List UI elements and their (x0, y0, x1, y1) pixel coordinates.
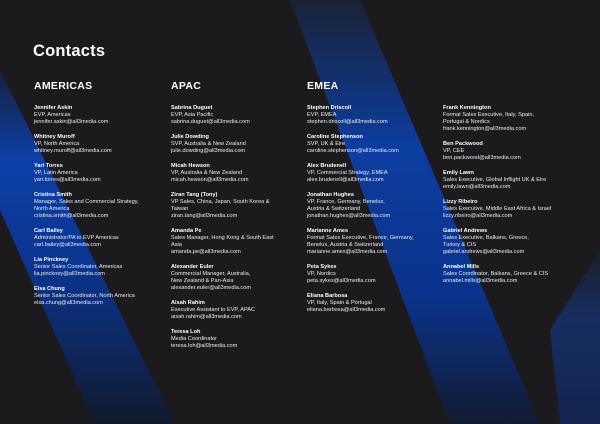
contact-email[interactable]: stephen.driscoll@all3media.com (307, 119, 388, 125)
contact-email[interactable]: teresa.loh@all3media.com (171, 343, 238, 349)
contact-role: Taiwan (171, 206, 189, 212)
contact-email[interactable]: emily.lawn@all3media.com (443, 184, 511, 190)
contact-name: Aisah Rahim (171, 300, 205, 306)
contact-email[interactable]: lia.pinckney@all3media.com (34, 271, 105, 277)
contact-email[interactable]: cristina.smith@all3media.com (34, 213, 109, 219)
contact-email[interactable]: jennifer.askin@all3media.com (34, 119, 109, 125)
contact-name: Alexander Euler (171, 264, 214, 270)
contact-card (443, 141, 583, 162)
contact-role: VP, Commercial Strategy, EMEA (307, 170, 388, 176)
contact-role: VP, Nordics (307, 271, 336, 277)
contact-email[interactable]: alexander.euler@all3media.com (171, 285, 251, 291)
contact-name: Caroline Stephenson (307, 134, 363, 140)
contact-role: Asia (171, 242, 182, 248)
contact-email[interactable]: micah.hewson@all3media.com (171, 177, 249, 183)
contact-role: Format Sales Executive, Italy, Spain, (443, 112, 534, 118)
contact-role: Format Sales Executive, France, Germany, (307, 235, 414, 241)
contact-role: VP, Italy, Spain & Portugal (307, 300, 372, 306)
column-emea-continued (443, 80, 583, 293)
page-title: Contacts (33, 42, 106, 60)
contact-name: Stephen Driscoll (307, 105, 352, 111)
contact-role: Media Coordinator (171, 336, 218, 342)
contact-card (443, 105, 583, 133)
contact-role: VP, Latin America (34, 170, 78, 176)
contact-name: Cristina Smith (34, 192, 72, 198)
contact-email[interactable]: elsa.chung@all3media.com (34, 300, 103, 306)
contact-email[interactable]: ben.packwood@all3media.com (443, 155, 521, 161)
contact-name: Julie Dowding (171, 134, 209, 140)
contact-role: Administrator/PA to EVP Americas (34, 235, 119, 241)
contact-card (171, 228, 311, 256)
contact-name: Ben Packwood (443, 141, 483, 147)
contact-name: Micah Hewson (171, 163, 210, 169)
contact-role: Portugal & Nordics (443, 119, 490, 125)
contact-email[interactable]: sabrina.duguet@all3media.com (171, 119, 250, 125)
contact-role: Commercial Manager, Australia, (171, 271, 251, 277)
contact-email[interactable]: julie.dowding@all3media.com (171, 148, 246, 154)
contact-role: Sales Executive, Global Inflight UK & Eire (443, 177, 547, 183)
contact-card (171, 300, 311, 321)
contact-email[interactable]: annabel.mills@all3media.com (443, 278, 518, 284)
contact-name: Alex Brudenell (307, 163, 347, 169)
contact-email[interactable]: yari.torres@all3media.com (34, 177, 101, 183)
contact-role: VP, Australia & New Zealand (171, 170, 243, 176)
contact-card (307, 293, 447, 314)
contact-email[interactable]: aisah.rahim@all3media.com (171, 314, 242, 320)
contact-card (34, 134, 174, 155)
contact-email[interactable]: eliana.barbosa@all3media.com (307, 307, 386, 313)
column-apac (171, 80, 311, 358)
contact-name: Lia Pinckney (34, 257, 69, 263)
contact-name: Annabel Mills (443, 264, 480, 270)
contact-card (307, 264, 447, 285)
contact-name: Lizzy Ribeiro (443, 199, 478, 205)
contact-name: Amanda Pe (171, 228, 202, 234)
contact-name: Marianne Ames (307, 228, 349, 234)
contact-name: Elsa Chung (34, 286, 65, 292)
contact-name: Sabrina Duguet (171, 105, 213, 111)
contact-card (171, 134, 311, 155)
contact-card (307, 134, 447, 155)
contact-card (171, 264, 311, 292)
contact-role: VP, France, Germany, Benelux, (307, 199, 385, 205)
contact-name: Gabriel Andrews (443, 228, 488, 234)
contact-card (171, 192, 311, 220)
contact-card (34, 228, 174, 249)
contact-name: Emily Lawn (443, 170, 474, 176)
contact-name: Teresa Loh (171, 329, 201, 335)
region-heading-emea: EMEA (307, 80, 339, 92)
contact-card (34, 192, 174, 220)
contact-name: Frank Kennington (443, 105, 491, 111)
contact-role: North America (34, 206, 70, 212)
contact-name: Jonathan Hughes (307, 192, 354, 198)
region-heading-americas: AMERICAS (34, 80, 93, 92)
contact-card (34, 105, 174, 126)
contact-role: Sales Coordinator, Balkans, Greece & CIS (443, 271, 549, 277)
contact-email[interactable]: amanda.pe@all3media.com (171, 249, 241, 255)
contact-role: New Zealand & Pan-Asia (171, 278, 234, 284)
contact-name: Yari Torres (34, 163, 63, 169)
contact-card (443, 199, 583, 220)
contact-card (171, 329, 311, 350)
contact-card (34, 286, 174, 307)
contact-email[interactable]: lizzy.ribeiro@all3media.com (443, 213, 513, 219)
contact-name: Ziran Tang (Tony) (171, 192, 218, 198)
contact-name: Whitney Muroff (34, 134, 75, 140)
contact-card (443, 170, 583, 191)
region-heading-spacer (443, 80, 583, 92)
contact-email[interactable]: marianne.ames@all3media.com (307, 249, 388, 255)
contact-name: Peta Sykes (307, 264, 337, 270)
contact-email[interactable]: caroline.stephenson@all3media.com (307, 148, 399, 154)
contact-role: VP, North America (34, 141, 80, 147)
contact-role: Sales Manager, Hong Kong & South East (171, 235, 274, 241)
contact-email[interactable]: carl.bailey@all3media.com (34, 242, 101, 248)
contact-role: SVP, Australia & New Zealand (171, 141, 246, 147)
contact-card (171, 105, 311, 126)
contact-email[interactable]: peta.sykes@all3media.com (307, 278, 376, 284)
contact-email[interactable]: frank.kennington@all3media.com (443, 126, 527, 132)
contact-card (171, 163, 311, 184)
contact-card (307, 163, 447, 184)
contact-role: EVP, EMEA (307, 112, 337, 118)
contact-email[interactable]: ziran.tang@all3media.com (171, 213, 238, 219)
contact-role: EVP, Americas (34, 112, 71, 118)
contact-role: Austria & Switzerland (307, 206, 361, 212)
region-heading-apac: APAC (171, 80, 202, 92)
contact-card (307, 192, 447, 220)
contact-role: VP, CEE (443, 148, 465, 154)
contact-role: Senior Sales Coordinator, Americas (34, 264, 123, 270)
contact-card (443, 228, 583, 256)
contact-card (34, 163, 174, 184)
contact-email[interactable]: alex.brudenell@all3media.com (307, 177, 384, 183)
contact-role: Sales Executive, Middle East Africa & Israel (443, 206, 552, 212)
contact-role: Senior Sales Coordinator, North America (34, 293, 135, 299)
contact-card (34, 257, 174, 278)
contact-role: EVP, Asia Pacific (171, 112, 214, 118)
contact-card (443, 264, 583, 285)
contact-role: VP Sales, China, Japan, South Korea & (171, 199, 270, 205)
contact-role: Sales Executive, Balkans, Greece, (443, 235, 529, 241)
contact-email[interactable]: gabriel.andrews@all3media.com (443, 249, 525, 255)
contact-name: Carl Bailey (34, 228, 63, 234)
contact-email[interactable]: jonathan.hughes@all3media.com (307, 213, 391, 219)
column-emea (307, 80, 447, 322)
contact-role: Benelux, Austria & Switzerland (307, 242, 384, 248)
contact-role: Executive Assistant to EVP, APAC (171, 307, 256, 313)
contact-email[interactable]: whitney.muroff@all3media.com (34, 148, 112, 154)
contact-card (307, 228, 447, 256)
contact-name: Eliana Barbosa (307, 293, 348, 299)
contact-role: SVP, UK & Eire (307, 141, 346, 147)
contact-role: Manager, Sales and Commercial Strategy, (34, 199, 139, 205)
contact-card (307, 105, 447, 126)
contact-name: Jennifer Askin (34, 105, 73, 111)
column-americas (34, 80, 174, 315)
contact-role: Turkey & CIS (443, 242, 477, 248)
